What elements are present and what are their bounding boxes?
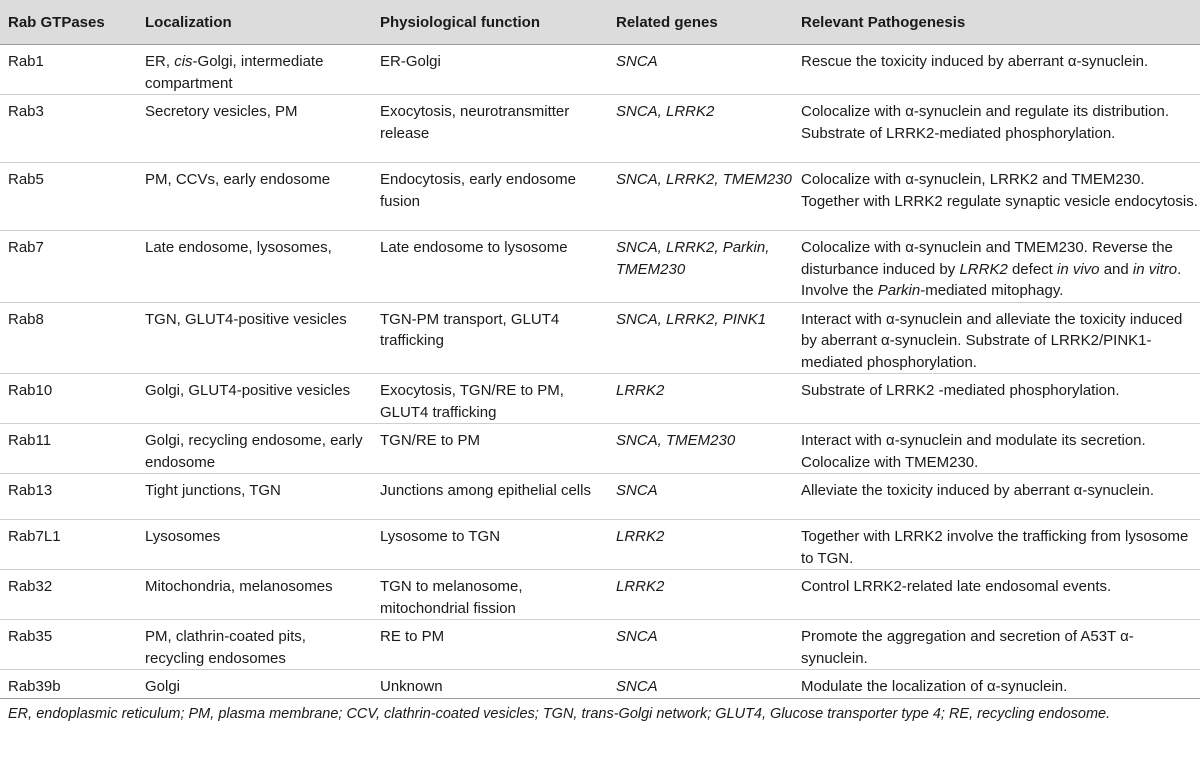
pathogenesis-text: and bbox=[1099, 260, 1133, 278]
header-localization: Localization bbox=[137, 0, 372, 45]
pathogenesis-text: Colocalize with α-synuclein, LRRK2 and TMEM230. Together with LRRK2 regulate synaptic vesicle endocytosis. bbox=[801, 171, 1198, 210]
pathogenesis-text: . Involve the bbox=[801, 260, 1182, 299]
header-related-genes: Related genes bbox=[608, 0, 800, 45]
pathogenesis-text: Interact with α-synuclein and alleviate the toxicity induced by aberrant α-synuclein. Substrate of LRRK2/PINK1-mediated phosphorylation. bbox=[801, 310, 1183, 371]
table-row bbox=[0, 45, 1200, 95]
cell-physiological-function: Exocytosis, neurotransmitter release bbox=[372, 95, 608, 163]
pathogenesis-italic: in vivo bbox=[1057, 260, 1100, 278]
pathogenesis-text: Promote the aggregation and secretion of A53T α-synuclein. bbox=[801, 628, 1134, 667]
localization-text: PM, clathrin-coated pits, recycling endosomes bbox=[145, 628, 306, 667]
cell-relevant-pathogenesis bbox=[800, 302, 1200, 374]
cell-related-genes: SNCA, LRRK2, TMEM230 bbox=[608, 163, 800, 231]
cell-localization bbox=[137, 670, 372, 699]
cell-localization bbox=[137, 302, 372, 374]
pathogenesis-text: Colocalize with α-synuclein and regulate its distribution. Substrate of LRRK2-mediated phosphorylation. bbox=[801, 103, 1170, 142]
table-header-row bbox=[0, 0, 1200, 45]
cell-related-genes: LRRK2 bbox=[608, 570, 800, 620]
cell-related-genes: SNCA bbox=[608, 670, 800, 699]
cell-physiological-function: Lysosome to TGN bbox=[372, 520, 608, 570]
cell-rab-gtpase: Rab32 bbox=[0, 570, 137, 620]
cell-localization bbox=[137, 95, 372, 163]
cell-rab-gtpase: Rab8 bbox=[0, 302, 137, 374]
cell-physiological-function: Unknown bbox=[372, 670, 608, 699]
cell-related-genes: SNCA bbox=[608, 474, 800, 520]
table-row bbox=[0, 570, 1200, 620]
cell-localization bbox=[137, 474, 372, 520]
cell-rab-gtpase: Rab3 bbox=[0, 95, 137, 163]
cell-localization bbox=[137, 520, 372, 570]
table-row bbox=[0, 520, 1200, 570]
cell-physiological-function: RE to PM bbox=[372, 620, 608, 670]
pathogenesis-text: Interact with α-synuclein and modulate its secretion. Colocalize with TMEM230. bbox=[801, 432, 1146, 471]
cell-rab-gtpase: Rab7L1 bbox=[0, 520, 137, 570]
pathogenesis-italic: Parkin bbox=[877, 282, 921, 299]
cell-related-genes: SNCA, LRRK2, Parkin, TMEM230 bbox=[608, 231, 800, 303]
cell-physiological-function: Endocytosis, early endosome fusion bbox=[372, 163, 608, 231]
cell-related-genes: LRRK2 bbox=[608, 520, 800, 570]
cell-physiological-function: TGN/RE to PM bbox=[372, 424, 608, 474]
cell-localization bbox=[137, 231, 372, 303]
cell-physiological-function: ER-Golgi bbox=[372, 45, 608, 95]
table-row bbox=[0, 374, 1200, 424]
cell-relevant-pathogenesis bbox=[800, 45, 1200, 95]
cell-relevant-pathogenesis bbox=[800, 163, 1200, 231]
localization-text: ER, bbox=[145, 53, 175, 70]
pathogenesis-italic: LRRK2 bbox=[959, 260, 1008, 278]
pathogenesis-text: Alleviate the toxicity induced by aberrant α-synuclein. bbox=[801, 482, 1155, 499]
table-row bbox=[0, 670, 1200, 699]
header-physiological-function: Physiological function bbox=[372, 0, 608, 45]
table-row bbox=[0, 302, 1200, 374]
localization-text-rest: -Golgi, intermediate compartment bbox=[145, 53, 324, 92]
pathogenesis-text: -mediated mitophagy. bbox=[920, 282, 1064, 299]
cell-physiological-function: TGN to melanosome, mitochondrial fission bbox=[372, 570, 608, 620]
localization-text: TGN, GLUT4-positive vesicles bbox=[145, 310, 347, 328]
localization-text: Tight junctions, TGN bbox=[145, 482, 281, 499]
localization-text: Golgi, GLUT4-positive vesicles bbox=[145, 382, 351, 399]
cell-relevant-pathogenesis bbox=[800, 374, 1200, 424]
cell-rab-gtpase: Rab39b bbox=[0, 670, 137, 699]
cell-physiological-function: Junctions among epithelial cells bbox=[372, 474, 608, 520]
pathogenesis-text: defect bbox=[1007, 260, 1057, 278]
pathogenesis-text: Control LRRK2-related late endosomal events. bbox=[801, 578, 1112, 595]
cell-rab-gtpase: Rab7 bbox=[0, 231, 137, 303]
localization-text: Golgi bbox=[145, 678, 181, 695]
cell-related-genes: SNCA, TMEM230 bbox=[608, 424, 800, 474]
pathogenesis-text: Modulate the localization of α-synuclein. bbox=[801, 678, 1068, 695]
cell-relevant-pathogenesis bbox=[800, 231, 1200, 303]
cell-relevant-pathogenesis bbox=[800, 424, 1200, 474]
pathogenesis-text: Together with LRRK2 involve the trafficking from lysosome to TGN. bbox=[801, 528, 1189, 567]
cell-related-genes: SNCA bbox=[608, 620, 800, 670]
cell-localization bbox=[137, 424, 372, 474]
cell-related-genes: SNCA, LRRK2 bbox=[608, 95, 800, 163]
cell-rab-gtpase: Rab1 bbox=[0, 45, 137, 95]
cell-localization bbox=[137, 163, 372, 231]
cell-relevant-pathogenesis bbox=[800, 474, 1200, 520]
table-row bbox=[0, 95, 1200, 163]
table-row bbox=[0, 424, 1200, 474]
table-row bbox=[0, 231, 1200, 303]
cell-localization bbox=[137, 374, 372, 424]
pathogenesis-text: Rescue the toxicity induced by aberrant α-synuclein. bbox=[801, 53, 1149, 70]
cell-localization bbox=[137, 570, 372, 620]
header-relevant-pathogenesis: Relevant Pathogenesis bbox=[800, 0, 1200, 45]
localization-text: Mitochondria, melanosomes bbox=[145, 578, 333, 595]
table-row bbox=[0, 474, 1200, 520]
cell-physiological-function: Exocytosis, TGN/RE to PM, GLUT4 trafficking bbox=[372, 374, 608, 424]
table-row bbox=[0, 620, 1200, 670]
localization-text: Lysosomes bbox=[145, 528, 221, 545]
cell-rab-gtpase: Rab35 bbox=[0, 620, 137, 670]
cell-related-genes: LRRK2 bbox=[608, 374, 800, 424]
pathogenesis-text: Colocalize with α-synuclein and TMEM230. Reverse the disturbance induced by bbox=[801, 239, 1173, 278]
cell-rab-gtpase: Rab13 bbox=[0, 474, 137, 520]
cell-relevant-pathogenesis bbox=[800, 520, 1200, 570]
cell-rab-gtpase: Rab10 bbox=[0, 374, 137, 424]
table-row bbox=[0, 163, 1200, 231]
cell-relevant-pathogenesis bbox=[800, 95, 1200, 163]
localization-italic: cis bbox=[174, 53, 193, 70]
cell-physiological-function: Late endosome to lysosome bbox=[372, 231, 608, 303]
pathogenesis-italic: in vitro bbox=[1132, 260, 1178, 278]
localization-text: Secretory vesicles, PM bbox=[145, 103, 298, 120]
cell-localization bbox=[137, 45, 372, 95]
cell-related-genes: SNCA, LRRK2, PINK1 bbox=[608, 302, 800, 374]
cell-rab-gtpase: Rab5 bbox=[0, 163, 137, 231]
cell-related-genes: SNCA bbox=[608, 45, 800, 95]
cell-relevant-pathogenesis bbox=[800, 670, 1200, 699]
table-footnote: ER, endoplasmic reticulum; PM, plasma membrane; CCV, clathrin-coated vesicles; TGN, trans-Golgi network; GLUT4, Glucose transporter type 4; RE, recycling endosome. bbox=[8, 705, 1111, 722]
cell-localization bbox=[137, 620, 372, 670]
header-rab-gtpases: Rab GTPases bbox=[0, 0, 137, 45]
cell-physiological-function: TGN-PM transport, GLUT4 trafficking bbox=[372, 302, 608, 374]
localization-text: Golgi, recycling endosome, early endosome bbox=[145, 432, 363, 471]
cell-relevant-pathogenesis bbox=[800, 570, 1200, 620]
cell-rab-gtpase: Rab11 bbox=[0, 424, 137, 474]
localization-text: Late endosome, lysosomes, bbox=[145, 239, 332, 256]
pathogenesis-text: Substrate of LRRK2 -mediated phosphorylation. bbox=[801, 382, 1120, 399]
cell-relevant-pathogenesis bbox=[800, 620, 1200, 670]
localization-text: PM, CCVs, early endosome bbox=[145, 171, 331, 188]
